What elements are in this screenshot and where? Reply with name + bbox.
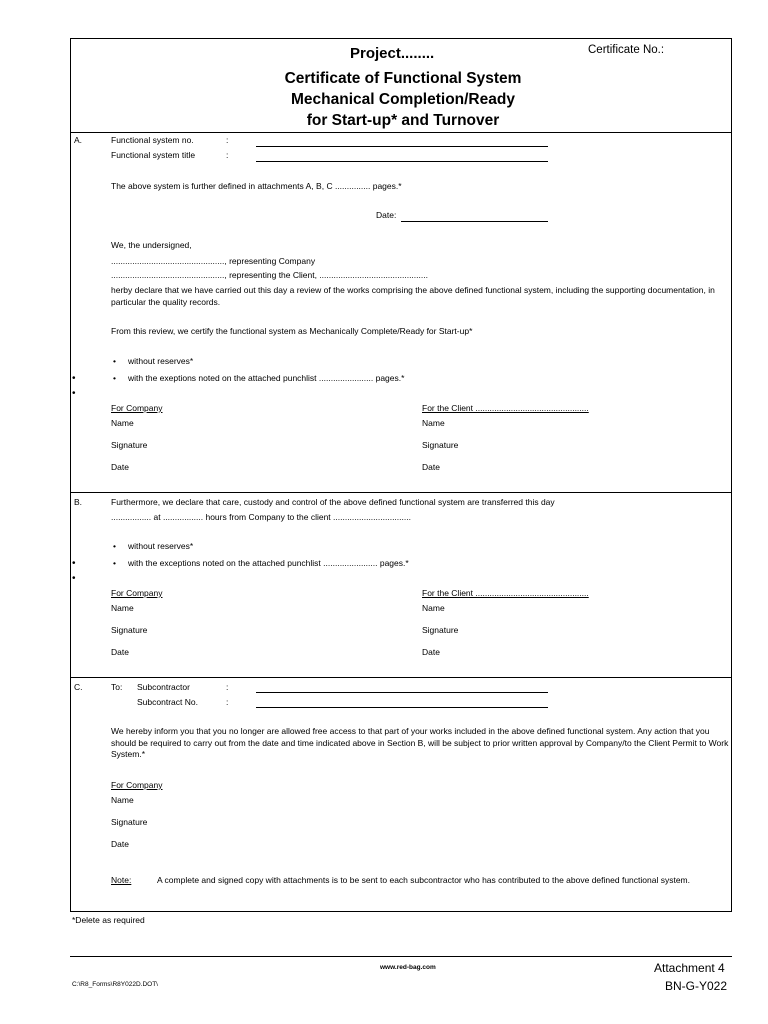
- subcontract-no-field[interactable]: [256, 707, 548, 708]
- footer-attachment: Attachment 4: [654, 961, 725, 975]
- certificate-title-line-3: for Start-up* and Turnover: [306, 112, 500, 129]
- note-label: Note:: [111, 875, 132, 885]
- fs-no-field[interactable]: [256, 146, 548, 147]
- project-title: Project........: [350, 45, 435, 62]
- certify-text: From this review, we certify the functional system as Mechanically Complete/Ready for Start-up*: [111, 326, 473, 336]
- for-company-heading: For Company: [111, 403, 163, 413]
- client-date-label: Date: [422, 462, 440, 472]
- rep-company-line: ................................................, representing Company: [111, 256, 316, 266]
- company-signature-label: Signature: [111, 440, 148, 450]
- transfer-text-2: ................. at ................. hours from Company to the client .................................: [111, 512, 411, 522]
- b-client-signature-label: Signature: [422, 625, 459, 635]
- note-text: A complete and signed copy with attachments is to be sent to each subcontractor who has contributed to the above defined functional system.: [157, 875, 690, 885]
- c-company-name-label: Name: [111, 795, 134, 805]
- b-for-company-heading: For Company: [111, 588, 163, 598]
- subcontractor-label: Subcontractor: [137, 682, 190, 692]
- b-for-client-heading: For the Client ................................................: [422, 588, 589, 598]
- option1-bullet: •: [113, 356, 116, 366]
- subcontract-no-label: Subcontract No.: [137, 697, 198, 707]
- option2-bullet: •: [113, 373, 116, 383]
- b-company-date-label: Date: [111, 647, 129, 657]
- delete-note: *Delete as required: [72, 915, 145, 925]
- section-c-letter: C.: [74, 682, 83, 692]
- date-field[interactable]: [401, 221, 548, 222]
- margin-bullet-2: •: [72, 388, 76, 399]
- fs-no-label: Functional system no.: [111, 135, 194, 145]
- to-label: To:: [111, 682, 123, 692]
- fs-no-colon: :: [226, 135, 229, 145]
- client-signature-label: Signature: [422, 440, 459, 450]
- section-a-divider: [70, 492, 732, 493]
- c-company-signature-label: Signature: [111, 817, 148, 827]
- footer-path: C:\R8_Forms\R8Y022D.DOT\: [72, 981, 158, 988]
- declare-text: herby declare that we have carried out this day a review of the works comprising the above defined functional system, including the supporting documentation, in particular the quality records.: [111, 285, 715, 307]
- rep-client-line: ................................................, representing the Client, ..............................................: [111, 270, 428, 280]
- certificate-no-label: Certificate No.:: [588, 44, 665, 56]
- footer-website: www.red-bag.com: [380, 964, 436, 971]
- section-b-divider: [70, 677, 732, 678]
- inform-text: We hereby inform you that you no longer are allowed free access to that part of your works included in the above defined functional system. Any action that you should be required to carry out from the date and time indicated above in Section B, will be subject to prior written approval by Company/to the Client Permit to Work System.*: [111, 726, 729, 759]
- section-b-letter: B.: [74, 497, 83, 507]
- subcontractor-field[interactable]: [256, 692, 548, 693]
- defined-text: The above system is further defined in attachments A, B, C ............... pages.*: [111, 181, 402, 191]
- subcontractor-colon: :: [226, 682, 229, 692]
- certificate-title-line-2: Mechanical Completion/Ready: [291, 91, 515, 108]
- b-company-name-label: Name: [111, 603, 134, 613]
- b-option1-bullet: •: [113, 541, 116, 551]
- option1-text: without reserves*: [128, 356, 194, 366]
- option2-text: with the exeptions noted on the attached punchlist ....................... pages.*: [128, 373, 405, 383]
- b-margin-bullet-1: •: [72, 558, 76, 569]
- b-option2-bullet: •: [113, 558, 116, 568]
- b-option2-text: with the exceptions noted on the attached punchlist ....................... pages.*: [128, 558, 409, 568]
- c-company-date-label: Date: [111, 839, 129, 849]
- fs-title-colon: :: [226, 150, 229, 160]
- header-divider: [70, 132, 732, 133]
- company-date-label: Date: [111, 462, 129, 472]
- certificate-title-line-1: Certificate of Functional System: [284, 70, 522, 87]
- footer-doc-code: BN-G-Y022: [665, 979, 728, 993]
- transfer-text-1: Furthermore, we declare that care, custody and control of the above defined functional system are transferred this day: [111, 497, 555, 507]
- fs-title-field[interactable]: [256, 161, 548, 162]
- b-company-signature-label: Signature: [111, 625, 148, 635]
- footer-rule: [70, 956, 732, 957]
- subcontract-no-colon: :: [226, 697, 229, 707]
- b-client-date-label: Date: [422, 647, 440, 657]
- section-a-letter: A.: [74, 135, 83, 145]
- for-client-heading: For the Client ................................................: [422, 403, 589, 413]
- date-label: Date:: [376, 210, 397, 220]
- client-name-label: Name: [422, 418, 445, 428]
- form-frame: [70, 38, 732, 912]
- margin-bullet-1: •: [72, 373, 76, 384]
- c-for-company-heading: For Company: [111, 780, 163, 790]
- company-name-label: Name: [111, 418, 134, 428]
- b-margin-bullet-2: •: [72, 573, 76, 584]
- fs-title-label: Functional system title: [111, 150, 196, 160]
- we-undersigned: We, the undersigned,: [111, 240, 192, 250]
- b-option1-text: without reserves*: [128, 541, 194, 551]
- b-client-name-label: Name: [422, 603, 445, 613]
